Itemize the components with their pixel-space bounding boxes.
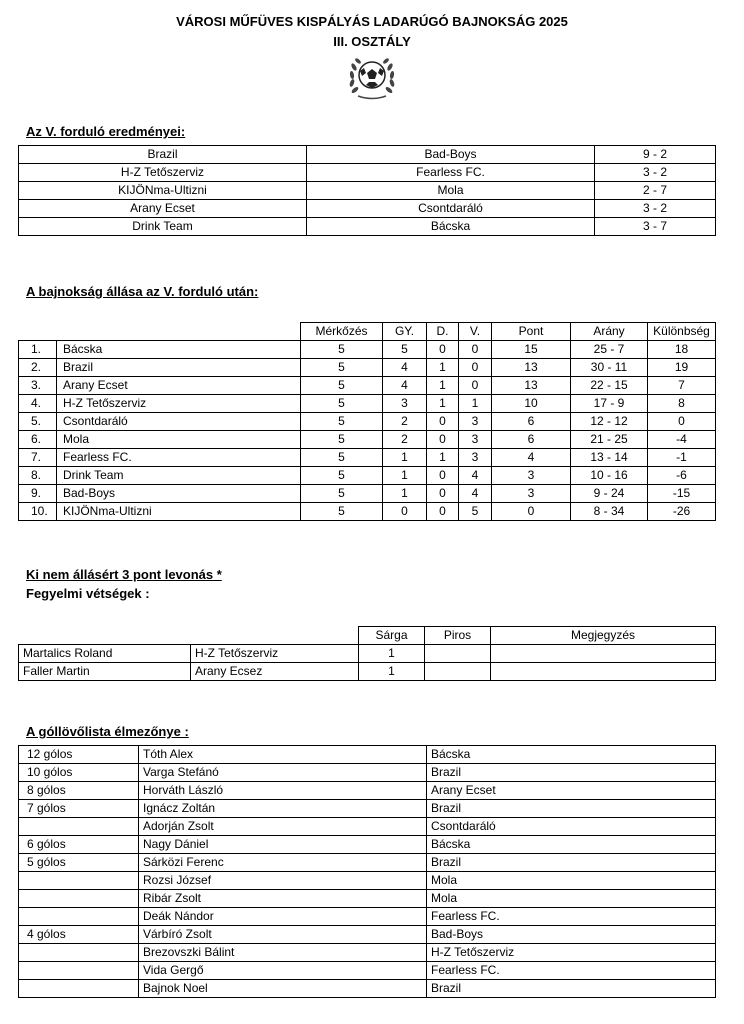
goal-count — [19, 944, 139, 962]
team-name: Csontdaráló — [57, 413, 301, 431]
home-team: Arany Ecset — [19, 200, 307, 218]
lost: 0 — [459, 359, 492, 377]
discipline-table — [18, 626, 716, 681]
scorer-team: Bácska — [427, 746, 716, 764]
played: 5 — [301, 341, 383, 359]
points: 15 — [492, 341, 571, 359]
score: 9 - 2 — [595, 146, 716, 164]
goal-difference: 18 — [648, 341, 716, 359]
discipline-heading: Fegyelmi vétségek : — [26, 586, 150, 601]
goal-count: 12 gólos — [19, 746, 139, 764]
played: 5 — [301, 485, 383, 503]
team-name: Bad-Boys — [57, 485, 301, 503]
position: 6. — [19, 431, 57, 449]
lost: 0 — [459, 377, 492, 395]
standings-row — [19, 431, 716, 449]
standings-row — [19, 341, 716, 359]
goal-count — [19, 980, 139, 998]
scorer-name: Nagy Dániel — [139, 836, 427, 854]
page-title: VÁROSI MŰFÜVES KISPÁLYÁS LADARÚGÓ BAJNOKSÁG 2025 — [176, 14, 568, 29]
scorer-team: H-Z Tetőszerviz — [427, 944, 716, 962]
scorer-row — [19, 746, 716, 764]
won: 3 — [383, 395, 427, 413]
goal-count — [19, 908, 139, 926]
scorer-team: Brazil — [427, 764, 716, 782]
note — [491, 645, 716, 663]
scorer-name: Várbíró Zsolt — [139, 926, 427, 944]
goal-ratio: 22 - 15 — [571, 377, 648, 395]
scorer-team: Fearless FC. — [427, 908, 716, 926]
standings-row — [19, 359, 716, 377]
scorer-row — [19, 890, 716, 908]
goal-difference: -6 — [648, 467, 716, 485]
col-played-header: Mérkőzés — [301, 323, 383, 341]
home-team: KIJÖNma-Ultizni — [19, 182, 307, 200]
position: 2. — [19, 359, 57, 377]
score: 3 - 7 — [595, 218, 716, 236]
position: 5. — [19, 413, 57, 431]
won: 2 — [383, 431, 427, 449]
away-team: Bácska — [307, 218, 595, 236]
standings-row — [19, 503, 716, 521]
score: 2 - 7 — [595, 182, 716, 200]
goal-count — [19, 890, 139, 908]
goal-count: 8 gólos — [19, 782, 139, 800]
discipline-row — [19, 645, 716, 663]
scorer-row — [19, 944, 716, 962]
col-points-header: Pont — [492, 323, 571, 341]
scorer-row — [19, 926, 716, 944]
scorer-row — [19, 908, 716, 926]
drawn: 0 — [427, 485, 459, 503]
points: 0 — [492, 503, 571, 521]
scorers-heading: A góllövőlista élmezőnye : — [26, 724, 189, 739]
away-team: Fearless FC. — [307, 164, 595, 182]
scorer-row — [19, 836, 716, 854]
drawn: 1 — [427, 449, 459, 467]
away-team: Csontdaráló — [307, 200, 595, 218]
drawn: 1 — [427, 359, 459, 377]
results-heading: Az V. forduló eredményei: — [26, 124, 186, 139]
goal-difference: 8 — [648, 395, 716, 413]
lost: 4 — [459, 467, 492, 485]
lost: 5 — [459, 503, 492, 521]
points: 3 — [492, 467, 571, 485]
scorer-team: Brazil — [427, 800, 716, 818]
goal-ratio: 21 - 25 — [571, 431, 648, 449]
lost: 4 — [459, 485, 492, 503]
played: 5 — [301, 467, 383, 485]
scorer-team: Arany Ecset — [427, 782, 716, 800]
drawn: 0 — [427, 467, 459, 485]
scorer-name: Tóth Alex — [139, 746, 427, 764]
scorer-name: Horváth László — [139, 782, 427, 800]
score: 3 - 2 — [595, 164, 716, 182]
goal-ratio: 30 - 11 — [571, 359, 648, 377]
col-note-header: Megjegyzés — [491, 627, 716, 645]
won: 1 — [383, 467, 427, 485]
player-name: Faller Martin — [19, 663, 191, 681]
results-table — [18, 145, 716, 236]
won: 1 — [383, 485, 427, 503]
scorer-name: Brezovszki Bálint — [139, 944, 427, 962]
col-red-header: Piros — [425, 627, 491, 645]
player-team: H-Z Tetőszerviz — [191, 645, 359, 663]
goal-ratio: 12 - 12 — [571, 413, 648, 431]
scorer-name: Bajnok Noel — [139, 980, 427, 998]
points: 6 — [492, 413, 571, 431]
goal-difference: -1 — [648, 449, 716, 467]
scorer-team: Bad-Boys — [427, 926, 716, 944]
scorer-name: Sárközi Ferenc — [139, 854, 427, 872]
team-name: Bácska — [57, 341, 301, 359]
position: 1. — [19, 341, 57, 359]
score: 3 - 2 — [595, 200, 716, 218]
scorer-row — [19, 764, 716, 782]
goal-ratio: 8 - 34 — [571, 503, 648, 521]
played: 5 — [301, 395, 383, 413]
scorer-team: Fearless FC. — [427, 962, 716, 980]
drawn: 0 — [427, 431, 459, 449]
lost: 3 — [459, 431, 492, 449]
lost: 0 — [459, 341, 492, 359]
goal-difference: 7 — [648, 377, 716, 395]
scorer-team: Csontdaráló — [427, 818, 716, 836]
goal-count — [19, 818, 139, 836]
scorer-row — [19, 962, 716, 980]
yellow-count: 1 — [359, 645, 425, 663]
points: 10 — [492, 395, 571, 413]
lost: 3 — [459, 449, 492, 467]
result-row — [19, 164, 716, 182]
result-row — [19, 218, 716, 236]
goal-count: 4 gólos — [19, 926, 139, 944]
standings-row — [19, 467, 716, 485]
result-row — [19, 200, 716, 218]
away-team: Bad-Boys — [307, 146, 595, 164]
scorer-name: Ignácz Zoltán — [139, 800, 427, 818]
standings-row — [19, 413, 716, 431]
goal-difference: 19 — [648, 359, 716, 377]
standings-row — [19, 485, 716, 503]
scorer-team: Brazil — [427, 854, 716, 872]
won: 2 — [383, 413, 427, 431]
goal-count: 6 gólos — [19, 836, 139, 854]
home-team: H-Z Tetőszerviz — [19, 164, 307, 182]
red-count — [425, 645, 491, 663]
scorer-team: Mola — [427, 872, 716, 890]
position: 10. — [19, 503, 57, 521]
player-name: Martalics Roland — [19, 645, 191, 663]
won: 4 — [383, 359, 427, 377]
team-name: Arany Ecset — [57, 377, 301, 395]
scorer-row — [19, 818, 716, 836]
points: 3 — [492, 485, 571, 503]
scorer-row — [19, 782, 716, 800]
played: 5 — [301, 413, 383, 431]
penalty-note: Ki nem állásért 3 pont levonás * — [26, 567, 222, 582]
goal-ratio: 25 - 7 — [571, 341, 648, 359]
played: 5 — [301, 377, 383, 395]
goal-count — [19, 872, 139, 890]
position: 3. — [19, 377, 57, 395]
goal-count: 7 gólos — [19, 800, 139, 818]
player-team: Arany Ecsez — [191, 663, 359, 681]
col-diff-header: Különbség — [648, 323, 716, 341]
yellow-count: 1 — [359, 663, 425, 681]
goal-difference: -4 — [648, 431, 716, 449]
goal-difference: 0 — [648, 413, 716, 431]
goal-ratio: 9 - 24 — [571, 485, 648, 503]
points: 4 — [492, 449, 571, 467]
scorers-table — [18, 745, 716, 998]
scorer-row — [19, 980, 716, 998]
scorer-name: Vida Gergő — [139, 962, 427, 980]
standings-table — [18, 322, 716, 521]
col-yellow-header: Sárga — [359, 627, 425, 645]
home-team: Drink Team — [19, 218, 307, 236]
col-ratio-header: Arány — [571, 323, 648, 341]
discipline-header-row — [19, 627, 716, 645]
position: 4. — [19, 395, 57, 413]
col-lost-header: V. — [459, 323, 492, 341]
goal-count: 10 gólos — [19, 764, 139, 782]
goal-difference: -26 — [648, 503, 716, 521]
position: 9. — [19, 485, 57, 503]
goal-count — [19, 962, 139, 980]
goal-count: 5 gólos — [19, 854, 139, 872]
soccer-ball-laurel-icon — [346, 54, 398, 102]
standings-row — [19, 395, 716, 413]
team-name: H-Z Tetőszerviz — [57, 395, 301, 413]
result-row — [19, 146, 716, 164]
played: 5 — [301, 359, 383, 377]
team-name: Mola — [57, 431, 301, 449]
scorer-name: Rozsi József — [139, 872, 427, 890]
result-row — [19, 182, 716, 200]
scorer-name: Ribár Zsolt — [139, 890, 427, 908]
drawn: 0 — [427, 341, 459, 359]
col-won-header: GY. — [383, 323, 427, 341]
won: 0 — [383, 503, 427, 521]
team-name: KIJÖNma-Ultizni — [57, 503, 301, 521]
standings-heading: A bajnokság állása az V. forduló után: — [26, 284, 259, 299]
home-team: Brazil — [19, 146, 307, 164]
goal-ratio: 17 - 9 — [571, 395, 648, 413]
points: 6 — [492, 431, 571, 449]
note — [491, 663, 716, 681]
standings-header-row — [19, 323, 716, 341]
scorer-name: Adorján Zsolt — [139, 818, 427, 836]
scorer-name: Varga Stefánó — [139, 764, 427, 782]
team-name: Fearless FC. — [57, 449, 301, 467]
points: 13 — [492, 377, 571, 395]
red-count — [425, 663, 491, 681]
scorer-name: Deák Nándor — [139, 908, 427, 926]
lost: 3 — [459, 413, 492, 431]
position: 7. — [19, 449, 57, 467]
goal-ratio: 13 - 14 — [571, 449, 648, 467]
points: 13 — [492, 359, 571, 377]
goal-difference: -15 — [648, 485, 716, 503]
team-name: Drink Team — [57, 467, 301, 485]
drawn: 1 — [427, 395, 459, 413]
lost: 1 — [459, 395, 492, 413]
standings-row — [19, 449, 716, 467]
position: 8. — [19, 467, 57, 485]
drawn: 1 — [427, 377, 459, 395]
won: 5 — [383, 341, 427, 359]
discipline-row — [19, 663, 716, 681]
won: 4 — [383, 377, 427, 395]
team-name: Brazil — [57, 359, 301, 377]
col-drawn-header: D. — [427, 323, 459, 341]
scorer-team: Bácska — [427, 836, 716, 854]
division-title: III. OSZTÁLY — [333, 34, 411, 49]
scorer-row — [19, 854, 716, 872]
away-team: Mola — [307, 182, 595, 200]
goal-ratio: 10 - 16 — [571, 467, 648, 485]
played: 5 — [301, 449, 383, 467]
scorer-team: Mola — [427, 890, 716, 908]
played: 5 — [301, 431, 383, 449]
played: 5 — [301, 503, 383, 521]
scorer-row — [19, 872, 716, 890]
drawn: 0 — [427, 503, 459, 521]
scorer-team: Brazil — [427, 980, 716, 998]
scorer-row — [19, 800, 716, 818]
won: 1 — [383, 449, 427, 467]
drawn: 0 — [427, 413, 459, 431]
standings-row — [19, 377, 716, 395]
